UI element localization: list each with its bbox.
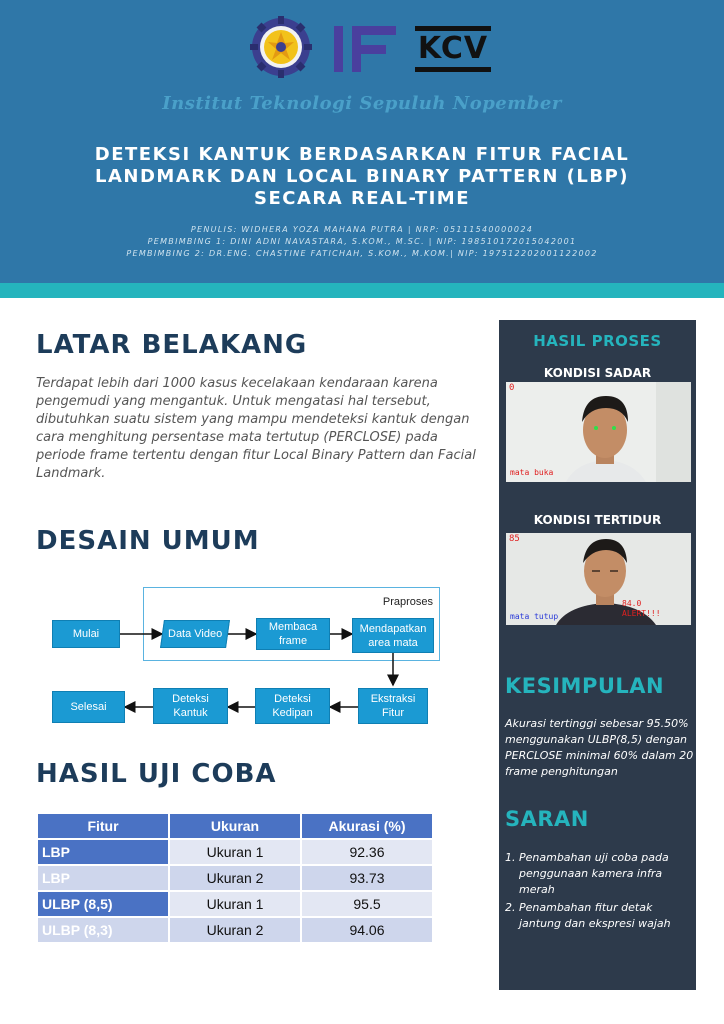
camera-frame-sadar <box>506 382 691 482</box>
cell-akurasi: 92.36 <box>302 840 432 864</box>
node-label: Fitur <box>382 707 404 719</box>
latar-belakang-heading: LATAR BELAKANG <box>36 330 308 360</box>
cell-ukuran: Ukuran 2 <box>170 866 300 890</box>
list-item: 2. Penambahan fitur detak jantung dan ekspresi wajah <box>519 900 693 932</box>
table-header-row <box>38 814 432 838</box>
hasil-proses-heading: HASIL PROSES <box>533 332 662 350</box>
kcv-logo <box>413 23 493 73</box>
institute-name: Institut Teknologi Sepuluh Nopember <box>162 93 562 114</box>
title-line: DETEKSI KANTUK BERDASARKAN FITUR FACIAL <box>94 144 630 165</box>
node-label: frame <box>278 635 308 647</box>
node-label: Deteksi <box>274 693 311 705</box>
node-data-video-label: Data Video <box>167 628 223 640</box>
kcv-logo-bottom-bar <box>415 67 491 72</box>
frame-counter: 0 <box>509 383 515 393</box>
table-row <box>38 892 432 916</box>
table-row <box>38 840 432 864</box>
praproses-label: Praproses <box>382 596 433 608</box>
desain-umum-heading: DESAIN UMUM <box>36 526 260 556</box>
alert-text: ALERT!!! <box>622 609 661 618</box>
node-data-video <box>160 620 230 648</box>
kesimpulan-heading: KESIMPULAN <box>505 674 665 698</box>
flow-diagram <box>50 585 440 735</box>
kondisi-tertidur-label: KONDISI TERTIDUR <box>533 513 662 527</box>
saran-list <box>509 850 693 934</box>
frame-counter: 85 <box>509 534 520 544</box>
cell-ukuran: Ukuran 1 <box>170 840 300 864</box>
saran-heading: SARAN <box>505 807 589 831</box>
cell-fitur: ULBP (8,3) <box>38 918 168 942</box>
header-divider <box>0 283 724 298</box>
node-label: Ekstraksi <box>370 693 416 705</box>
column-header: Akurasi (%) <box>302 814 432 838</box>
person-awake-image-icon <box>506 382 691 482</box>
side-panel <box>499 320 696 990</box>
table-row <box>38 866 432 890</box>
results-table <box>36 812 434 944</box>
if-logo-icon <box>330 24 400 74</box>
node-deteksi-kedipan <box>255 688 330 724</box>
node-label: area mata <box>368 636 418 649</box>
node-membaca-frame <box>256 618 330 650</box>
cell-ukuran: Ukuran 1 <box>170 892 300 916</box>
cell-fitur: LBP <box>38 866 168 890</box>
node-label: Kantuk <box>173 707 208 719</box>
node-selesai: Selesai <box>52 691 125 723</box>
column-header: Fitur <box>38 814 168 838</box>
node-label: Deteksi <box>172 693 209 705</box>
advisor-line: PEMBIMBING 1: DINI ADNI NAVASTARA, S.KOM., M.SC. | NIP: 198510172015042001 <box>147 237 577 246</box>
title-line: SECARA REAL-TIME <box>253 188 471 209</box>
cell-fitur: LBP <box>38 840 168 864</box>
table-row <box>38 918 432 942</box>
node-deteksi-kantuk <box>153 688 228 724</box>
node-label: Kedipan <box>272 707 313 719</box>
cell-ukuran: Ukuran 2 <box>170 918 300 942</box>
node-label: Mendapatkan <box>359 622 427 635</box>
perclose-value: 84.0 <box>622 599 642 608</box>
hasil-uji-coba-heading: HASIL UJI COBA <box>36 759 277 789</box>
author-line: PENULIS: WIDHERA YOZA MAHANA PUTRA | NRP: 05111540000024 <box>190 225 534 234</box>
node-label: Membaca <box>268 621 318 633</box>
node-ekstraksi-fitur <box>358 688 428 724</box>
kcv-logo-text: KCV <box>417 31 489 66</box>
kesimpulan-text: Akurasi tertinggi sebesar 95.50% menggunakan ULBP(8,5) dengan PERCLOSE minimal 60% dalam 20 frame penghitungan <box>505 717 694 778</box>
header-banner <box>0 0 724 283</box>
cell-akurasi: 94.06 <box>302 918 432 942</box>
cell-fitur: ULBP (8,5) <box>38 892 168 916</box>
logo-row <box>0 14 724 84</box>
eye-status: mata buka <box>510 468 554 477</box>
latar-belakang-text: Terdapat lebih dari 1000 kasus kecelakaan kendaraan karena pengemudi yang mengantuk. Untuk mengatasi hal tersebut, dibutuhkan suatu sistem yang mampu mendeteksi kantuk dengan cara menghitung persentase mata tertutup (PERCLOSE) pada periode frame tertentu dengan fitur Local Binary Pattern dan Facial Landmark. <box>36 376 476 481</box>
list-item: 1. Penambahan uji coba pada penggunaan kamera infra merah <box>519 850 693 898</box>
node-mulai: Mulai <box>52 620 120 648</box>
poster-title <box>60 144 664 210</box>
camera-frame-tertidur <box>506 533 691 625</box>
if-logo <box>330 24 400 74</box>
kondisi-sadar-label: KONDISI SADAR <box>543 366 652 380</box>
node-mendapatkan-area-mata <box>352 618 434 653</box>
eye-status: mata tutup <box>510 612 559 621</box>
title-line: LANDMARK DAN LOCAL BINARY PATTERN (LBP) <box>95 166 629 187</box>
its-logo-icon <box>250 16 312 78</box>
cell-akurasi: 93.73 <box>302 866 432 890</box>
advisor-line: PEMBIMBING 2: DR.ENG. CHASTINE FATICHAH, S.KOM., M.KOM.| NIP: 197512202001122002 <box>126 249 598 258</box>
column-header: Ukuran <box>170 814 300 838</box>
cell-akurasi: 95.5 <box>302 892 432 916</box>
author-info <box>20 224 704 260</box>
